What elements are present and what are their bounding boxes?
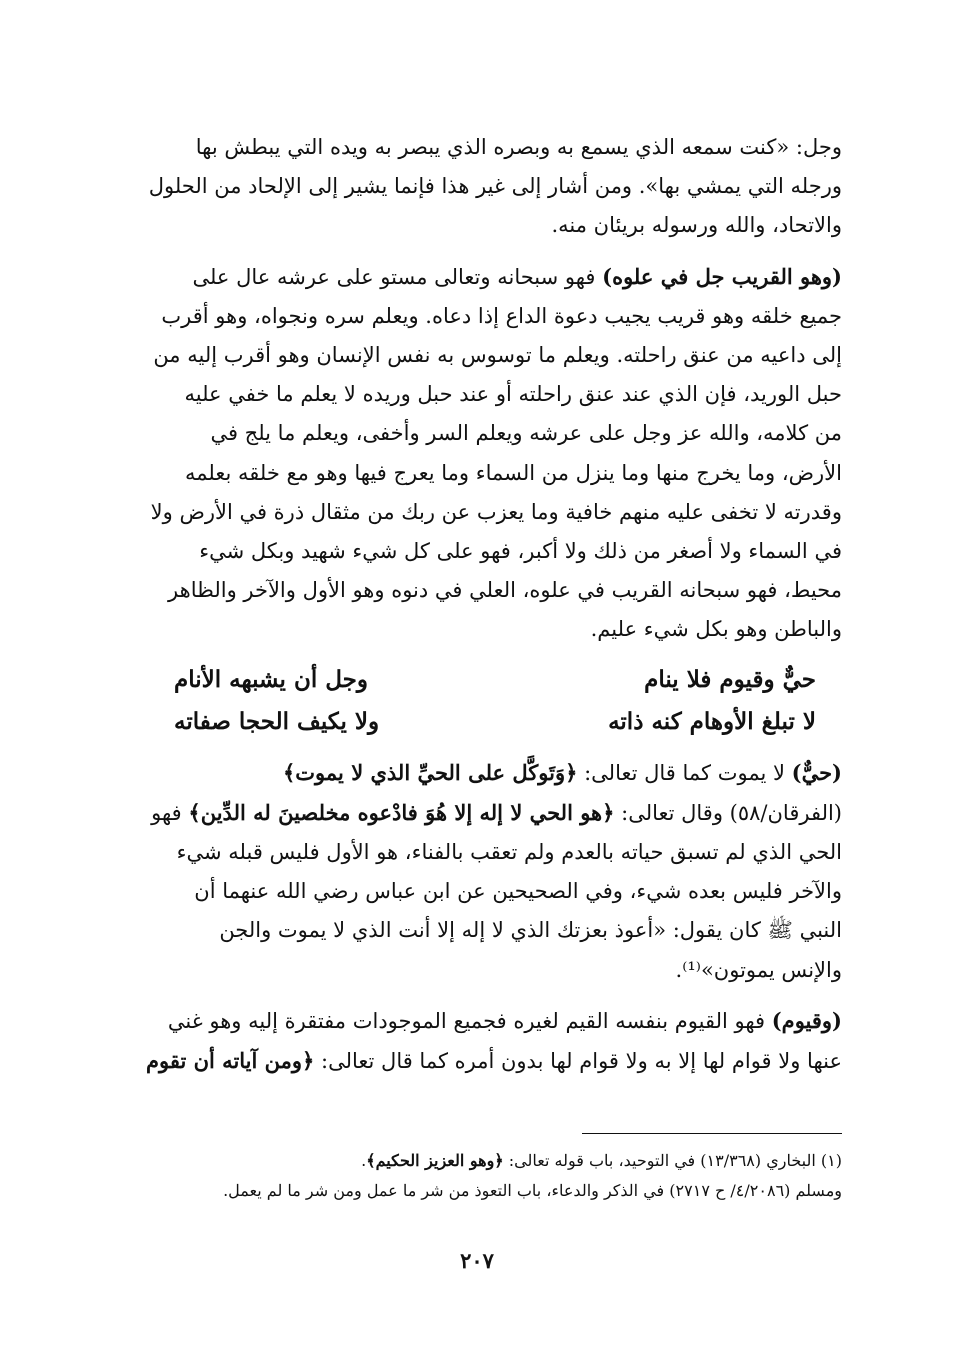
text-line: والباطن وهو بكل شيء عليم.	[590, 617, 842, 642]
footnote-text: .	[361, 1151, 367, 1170]
text-line	[130, 793, 842, 833]
text-line: والإنس يموتون»⁽¹⁾.	[675, 957, 842, 982]
paragraph-2	[130, 257, 842, 650]
text-line: ورجله التي يمشي بها». ومن أشار إلى غير هذا فإنما يشير إلى الإلحاد من الحلول	[148, 174, 842, 199]
lead-phrase: (حيٌّ)	[791, 759, 842, 785]
paragraph-3	[130, 753, 842, 990]
quran-quote: ﴿وهو العزيز الحكيم﴾	[366, 1151, 504, 1170]
text-line: الحي الذي لم تسبق حياته بالعدم ولم تعقب بالفناء، هو الأول فليس قبله شيء	[176, 840, 842, 865]
verse-hemistich-right: حيٌّ وقيوم فلا ينام	[644, 665, 816, 693]
verse-hemistich-right: لا تبلغ الأوهام كنه ذاته	[608, 707, 816, 735]
footnote-text: ومسلم (٤/٢٠٨٦/ ح ٢٧١٧) في الذكر والدعاء، باب التعوذ من شر ما عمل ومن شر ما لم يعمل.	[223, 1181, 842, 1200]
verse-row	[130, 701, 842, 743]
text-line: النبي ﷺ كان يقول: «أعوذ بعزتك الذي لا إله إلا أنت الذي لا يموت والجن	[219, 918, 842, 943]
lead-phrase: (وهو القريب جل في علوه)	[602, 263, 842, 289]
text-span: فهو	[151, 800, 189, 825]
text-line: جميع خلقه وهو قريب يجيب دعوة الداع إذا دعاه. ويعلم سره ونجواه، وهو أقرب	[161, 303, 842, 328]
verse-hemistich-left: وجل أن يشبهه الأنام	[174, 665, 368, 693]
text-line: والآخر فليس بعده شيء، وفي الصحيحين عن ابن عباس رضي الله عنهما أن	[194, 879, 842, 904]
verse-row	[130, 659, 842, 701]
footnote-divider	[582, 1133, 842, 1134]
text-line	[130, 753, 842, 793]
paragraph-1	[130, 128, 842, 246]
text-line: والاتحاد، والله ورسوله بريئان منه.	[551, 213, 842, 238]
text-line	[130, 1001, 842, 1041]
verse-hemistich-left: ولا يكيف الحجا صفاته	[174, 707, 380, 735]
text-line: وقدرته لا تخفى عليه منهم خافية وما يعزب عن ربك من مثقال ذرة في الأرض ولا	[150, 499, 842, 524]
footnote-line	[130, 1176, 842, 1206]
text-line: وجل: «كنت سمعه الذي يسمع به وبصره الذي يبصر به ويده التي يبطش بها	[195, 135, 842, 159]
quran-quote: ﴿وَتَوكَّل على الحيِّ الذي لا يموت﴾	[282, 759, 578, 785]
text-span: وقال تعالى:	[614, 800, 730, 825]
text-span: فهو سبحانه وتعالى مستو على عرشه عال على	[192, 264, 603, 289]
footnotes	[130, 1146, 842, 1206]
footnote-line	[130, 1146, 842, 1176]
quran-quote: ﴿هو الحي لا إله إلا هُوَ فادْعوه مخلصينَ له الدِّين﴾	[188, 799, 615, 825]
poem-verses	[130, 659, 842, 743]
main-text	[130, 128, 842, 1092]
text-line: من كلامه، والله عز وجل على عرشه ويعلم السر وأخفى، ويعلم ما يلج في	[210, 421, 842, 446]
quran-quote: ﴿ومن آياته أن تقوم	[145, 1048, 315, 1074]
footnote-text: (١) البخاري (١٣/٣٦٨) في التوحيد، باب قوله تعالى:	[503, 1151, 842, 1170]
text-line: في السماء ولا أصغر من ذلك ولا أكبر، فهو على كل شيء شهيد وبكل شيء	[199, 539, 842, 564]
text-line: محيط، فهو سبحانه القريب في علوه، العلي في دنوه وهو الأول والآخر والظاهر	[168, 578, 842, 603]
text-line: الأرض، وما يخرج منها وما ينزل من السماء وما يعرج فيها وهو مع خلقه بعلمه	[185, 460, 842, 485]
page-number: ٢٠٧	[460, 1248, 494, 1273]
paragraph-4	[130, 1001, 842, 1081]
text-line: إلى داعيه من عنق راحلته. ويعلم ما توسوس به نفس الإنسان وهو أقرب إليه من	[153, 343, 842, 368]
text-span: فهو القيوم بنفسه القيم لغيره فجميع الموجودات مفتقرة إليه وهو غني	[167, 1008, 772, 1033]
text-line	[130, 257, 842, 297]
text-line: حبل الوريد، فإن الذي عند عنق راحلته أو عند حبل وريده لا يعلم ما خفي عليه	[184, 382, 842, 407]
citation: (الفرقان/٥٨)	[729, 800, 842, 825]
lead-phrase: (وقيوم)	[771, 1007, 842, 1033]
text-span: عنها ولا قوام لها إلا به ولا قوام لها بدون أمره كما قال تعالى:	[314, 1049, 842, 1074]
text-line	[130, 1041, 842, 1081]
text-span: لا يموت كما قال تعالى:	[577, 760, 792, 785]
